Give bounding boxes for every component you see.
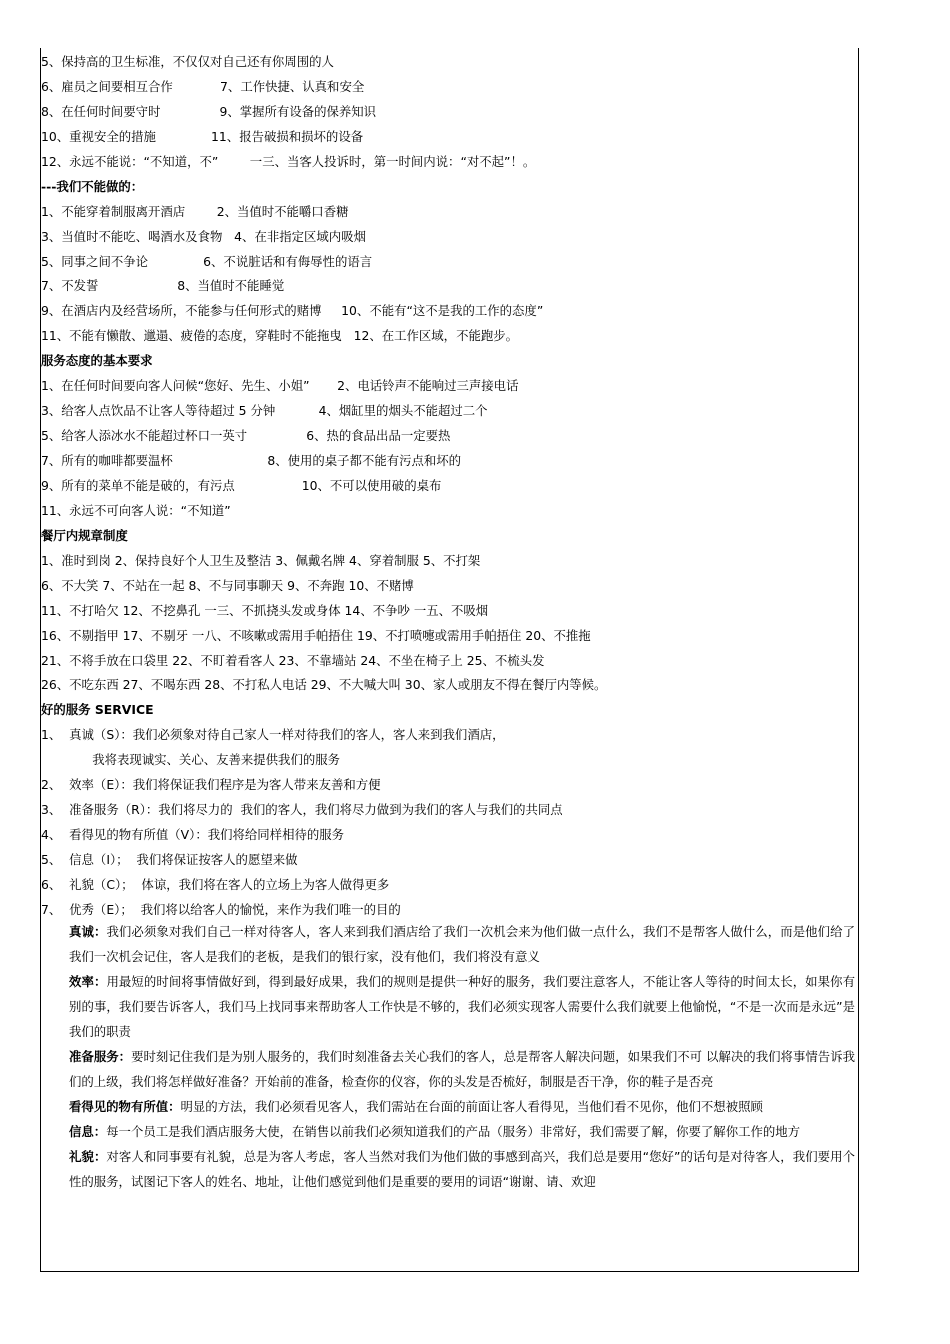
explanation-paragraph: [69, 1145, 855, 1195]
rule-line: 8、在任何时间要守时 9、掌握所有设备的保养知识: [41, 103, 377, 119]
rules-list: [41, 50, 858, 923]
rule-line: 11、不打哈欠 12、不挖鼻孔 一三、不抓挠头发或身体 14、不争吵 一五、不吸烟: [41, 602, 489, 618]
rule-line: 7、 优秀（E）； 我们将以给客人的愉悦，来作为我们唯一的目的: [41, 901, 401, 917]
rule-line: 7、所有的咖啡都要温杯 8、使用的桌子都不能有污点和坏的: [41, 453, 462, 468]
rule-line: 5、保持高的卫生标准，不仅仅对自己还有你周围的人: [41, 54, 334, 69]
rule-line: 3、 准备服务（R）：我们将尽力的 我们的客人，我们将尽力做到为我们的客人与我们的共同点: [41, 802, 563, 818]
explanation-term: 真诚：: [69, 924, 107, 939]
rule-line: 7、不发誓 8、当值时不能睡觉: [41, 278, 285, 294]
rule-line: 6、雇员之间要相互合作 7、工作快捷、认真和安全: [41, 78, 365, 94]
rule-line: 3、给客人点饮品不让客人等待超过 5 分钟 4、烟缸里的烟头不能超过二个: [41, 403, 488, 419]
rule-line: 我将表现诚实、关心、友善来提供我们的服务: [41, 752, 341, 768]
rule-line: 16、不剔指甲 17、不剔牙 一八、不咳嗽或需用手帕捂住 19、不打喷嚏或需用手帕捂住 20、不推拖: [41, 627, 591, 643]
rule-line: 1、 真诚（S）：我们必须象对待自己家人一样对待我们的客人，客人来到我们酒店，: [41, 727, 505, 743]
rule-line: 9、所有的菜单不能是破的，有污点 10、不可以使用破的桌布: [41, 477, 442, 493]
rule-line: 12、永远不能说：“不知道，不” 一三、当客人投诉时，第一时间内说：“对不起”！。: [41, 153, 536, 169]
explanation-term: 准备服务：: [69, 1048, 132, 1064]
rule-line: 2、 效率（E）：我们将保证我们程序是为客人带来友善和方便: [41, 777, 381, 793]
document-frame: [40, 48, 859, 1272]
explanation-text: 要时刻记住我们是为别人服务的，我们时刻准备去关心我们的客人，总是帮客人解决问题，如果我们不可 以解决的我们将事情告诉我们的上级，我们将怎样做好准备？开始前的准备，检查你的仪容，你的头发是否梳好，制服是否干净，你的鞋子是否亮: [69, 1048, 855, 1089]
rule-line: 1、在任何时间要向客人问候“您好、先生、小姐” 2、电话铃声不能响过三声接电话: [41, 378, 519, 394]
rule-line: 26、不吃东西 27、不喝东西 28、不打私人电话 29、不大喊大叫 30、家人或朋友不得在餐厅内等候。: [41, 677, 607, 693]
explanation-paragraph: [69, 970, 855, 1045]
rule-line: 6、不大笑 7、不站在一起 8、不与同事聊天 9、不奔跑 10、不赌博: [41, 577, 414, 593]
rule-line: 11、永远不可向客人说：“不知道”: [41, 502, 231, 518]
rule-line: 11、不能有懒散、邋遢、疲倦的态度，穿鞋时不能拖曳 12、在工作区域，不能跑步。: [41, 328, 519, 344]
rule-line: 21、不将手放在口袋里 22、不盯着看客人 23、不靠墙站 24、不坐在椅子上 25、不梳头发: [41, 652, 545, 668]
explanation-paragraph: [69, 1045, 855, 1095]
service-explanations: [69, 920, 855, 1194]
rule-line: 1、不能穿着制服离开酒店 2、当值时不能嚼口香糖: [41, 203, 349, 219]
rule-line: 3、当值时不能吃、喝酒水及食物 4、在非指定区域内吸烟: [41, 228, 366, 244]
rule-line: 6、 礼貌（C）； 体谅，我们将在客人的立场上为客人做得更多: [41, 876, 390, 892]
section-heading: 餐厅内规章制度: [41, 527, 128, 543]
rule-line: 4、 看得见的物有所值（V）：我们将给同样相待的服务: [41, 827, 345, 843]
explanation-paragraph: [69, 1095, 855, 1120]
rule-line: 5、给客人添冰水不能超过杯口一英寸 6、热的食品出品一定要热: [41, 428, 451, 444]
explanation-text: 明显的方法，我们必须看见客人，我们需站在台面的前面让客人看得见，当他们看不见你，他们不想被照顾: [180, 1098, 763, 1114]
explanation-text: 我们必须象对我们自己一样对待客人，客人来到我们酒店给了我们一次机会来为他们做一点什么，我们不是帮客人做什么，而是他们给了我们一次机会记住，客人是我们的老板，是我们的银行家，没有他们，我们将没有意义: [69, 924, 856, 964]
explanation-term: 信息：: [69, 1123, 107, 1139]
section-heading: 服务态度的基本要求: [41, 353, 153, 369]
rule-line: 1、准时到岗 2、保持良好个人卫生及整洁 3、佩戴名牌 4、穿着制服 5、不打架: [41, 552, 481, 568]
rule-line: 9、在酒店内及经营场所，不能参与任何形式的赌博 10、不能有“这不是我的工作的态度”: [41, 303, 544, 319]
explanation-paragraph: [69, 1120, 855, 1145]
explanation-term: 礼貌：: [69, 1148, 107, 1164]
explanation-term: 看得见的物有所值：: [69, 1098, 181, 1114]
section-heading: 好的服务 SERVICE: [41, 702, 154, 718]
rule-line: 5、同事之间不争论 6、不说脏话和有侮辱性的语言: [41, 253, 373, 269]
explanation-paragraph: [69, 920, 855, 970]
explanation-term: 效率：: [69, 973, 107, 989]
section-heading: ---我们不能做的：: [41, 178, 144, 194]
explanation-text: 每一个员工是我们酒店服务大使，在销售以前我们必须知道我们的产品（服务）非常好，我们需要了解，你要了解你工作的地方: [106, 1123, 801, 1139]
rule-line: 5、 信息（I）； 我们将保证按客人的愿望来做: [41, 852, 298, 867]
explanation-text: 对客人和同事要有礼貌，总是为客人考虑，客人当然对我们为他们做的事感到高兴，我们总是要用“您好”的话句是对待客人，我们要用个性的服务，试图记下客人的姓名、地址，让他们感觉到他们是重要的要用的词语“谢谢、请、欢迎: [69, 1148, 856, 1189]
explanation-text: 用最短的时间将事情做好到，得到最好成果，我们的规则是提供一种好的服务，我们要注意客人，不能让客人等待的时间太长，如果你有别的事，我们要告诉客人，我们马上找同事来帮助客人工作快是不够的，我们必须实现客人需要什么我们就要上他愉悦，“不是一次而是永远”是我们的职责: [69, 973, 856, 1039]
rule-line: 10、重视安全的措施 11、报告破损和损坏的设备: [41, 128, 364, 144]
